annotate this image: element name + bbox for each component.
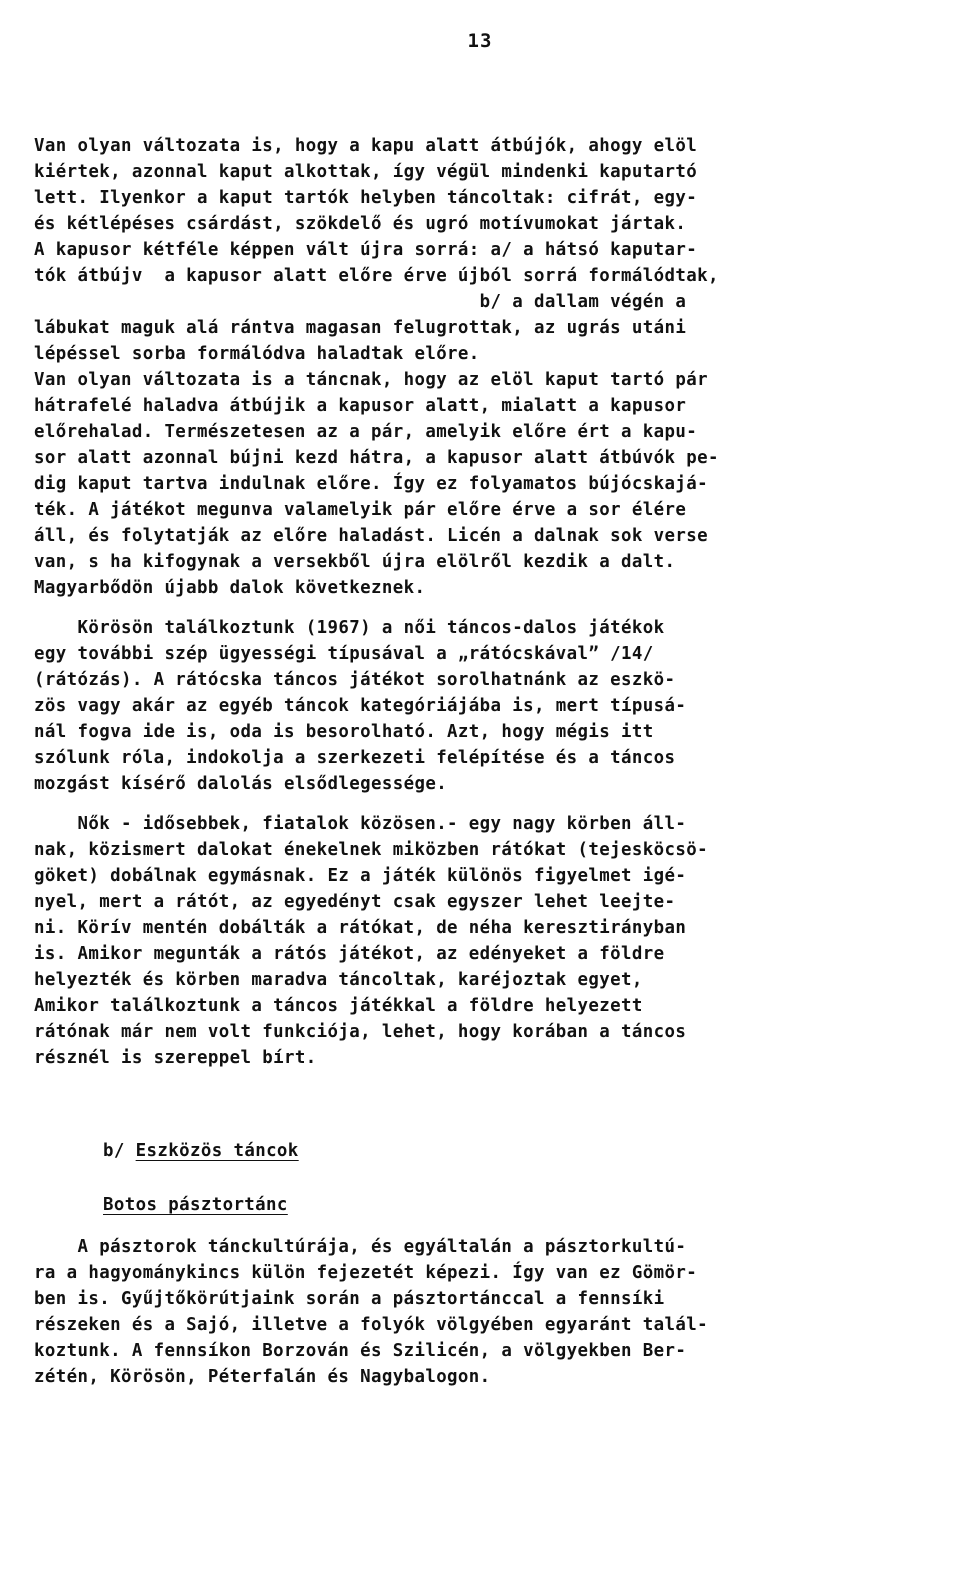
text-line: előrehalad. Természetesen az a pár, amelyik előre ért a kapu- — [34, 422, 698, 442]
text-line: nyel, mert a rátót, az egyedényt csak egyszer lehet leejte- — [34, 892, 676, 912]
text-line: is. Amikor megunták a rátós játékot, az edényeket a földre — [34, 944, 665, 964]
text-line: dig kaput tartva indulnak előre. Így ez folyamatos bújócskajá- — [34, 474, 708, 494]
text-line: áll, és folytatják az előre haladást. Licén a dalnak sok verse — [34, 526, 708, 546]
text-line: (rátózás). A rátócska táncos játékot sorolhatnánk az eszkö- — [34, 670, 676, 690]
text-line: Nők - idősebbek, fiatalok közösen.- egy nagy körben áll- — [34, 814, 687, 834]
text-line: Körösön találkoztunk (1967) a női táncos-dalos játékok — [34, 618, 665, 638]
text-line: egy további szép ügyességi típusával a „rátócskával” /14/ — [34, 644, 654, 664]
text-line: göket) dobálnak egymásnak. Ez a játék különös figyelmet igé- — [34, 866, 687, 886]
text-line: rátónak már nem volt funkciója, lehet, hogy korában a táncos — [34, 1022, 687, 1042]
text-line: ra a hagyománykincs külön fejezetét képezi. Így van ez Gömör- — [34, 1263, 698, 1283]
text-line: koztunk. A fennsíkon Borzován és Szilicén, a völgyekben Ber- — [34, 1341, 687, 1361]
text-line: nak, közismert dalokat énekelnek miközben rátókat (tejesköcsö- — [34, 840, 708, 860]
text-line: lábukat maguk alá rántva magasan felugrottak, az ugrás utáni — [34, 318, 687, 338]
text-line: ni. Körív mentén dobálták a rátókat, de néha keresztirányban — [34, 918, 687, 938]
text-line: van, s ha kifogynak a versekből újra elölről kezdik a dalt. — [34, 552, 676, 572]
text-line: ték. A játékot megunva valamelyik pár előre érve a sor élére — [34, 500, 687, 520]
text-line: Van olyan változata is a táncnak, hogy az elöl kaput tartó pár — [34, 370, 708, 390]
text-line: hátrafelé haladva átbújik a kapusor alatt, mialatt a kapusor — [34, 396, 687, 416]
text-line: lépéssel sorba formálódva haladtak előre. — [34, 344, 480, 364]
text-line: A kapusor kétféle képpen vált újra sorrá: a/ a hátsó kaputar- — [34, 240, 698, 260]
text-line: ben is. Gyűjtőkörútjaink során a pásztortánccal a fennsíki — [34, 1289, 665, 1309]
text-line: szólunk róla, indokolja a szerkezeti felépítése és a táncos — [34, 748, 676, 768]
text-line: résznél is szereppel bírt. — [34, 1048, 317, 1068]
text-line: helyezték és körben maradva táncoltak, karéjoztak egyet, — [34, 970, 643, 990]
text-line: b/ a dallam végén a — [34, 292, 687, 312]
text-line: A pásztorok tánckultúrája, és egyáltalán a pásztorkultú- — [34, 1237, 687, 1257]
text-line: lett. Ilyenkor a kaput tartók helyben táncoltak: cifrát, egy- — [34, 188, 698, 208]
section-heading — [103, 1138, 960, 1164]
text-line: Magyarbődön újabb dalok következnek. — [34, 578, 426, 598]
text-line: zétén, Körösön, Péterfalán és Nagybalogon. — [34, 1367, 491, 1387]
text-line: és kétlépéses csárdást, szökdelő és ugró motívumokat jártak. — [34, 214, 687, 234]
text-line: zös vagy akár az egyéb táncok kategóriájába is, mert típusá- — [34, 696, 687, 716]
text-line: tók átbújv a kapusor alatt előre érve újból sorrá formálódtak, — [34, 266, 719, 286]
text-line: részeken és a Sajó, illetve a folyók völgyében egyaránt talál- — [34, 1315, 708, 1335]
text-line: nál fogva ide is, oda is besorolható. Azt, hogy mégis itt — [34, 722, 654, 742]
text-line: sor alatt azonnal bújni kezd hátra, a kapusor alatt átbúvók pe- — [34, 448, 719, 468]
text-line: Amikor találkoztunk a táncos játékkal a földre helyezett — [34, 996, 643, 1016]
section-heading-title: Eszközös táncok — [135, 1141, 299, 1161]
subheading: Botos pásztortánc — [103, 1195, 288, 1215]
text-line: kiértek, azonnal kaput alkottak, így végül mindenki kaputartó — [34, 162, 698, 182]
text-line: mozgást kísérő dalolás elsődlegessége. — [34, 774, 448, 794]
section-heading-label: b/ — [103, 1141, 136, 1161]
page-number: 13 — [467, 30, 493, 52]
text-line: Van olyan változata is, hogy a kapu alatt átbújók, ahogy elöl — [34, 136, 698, 156]
